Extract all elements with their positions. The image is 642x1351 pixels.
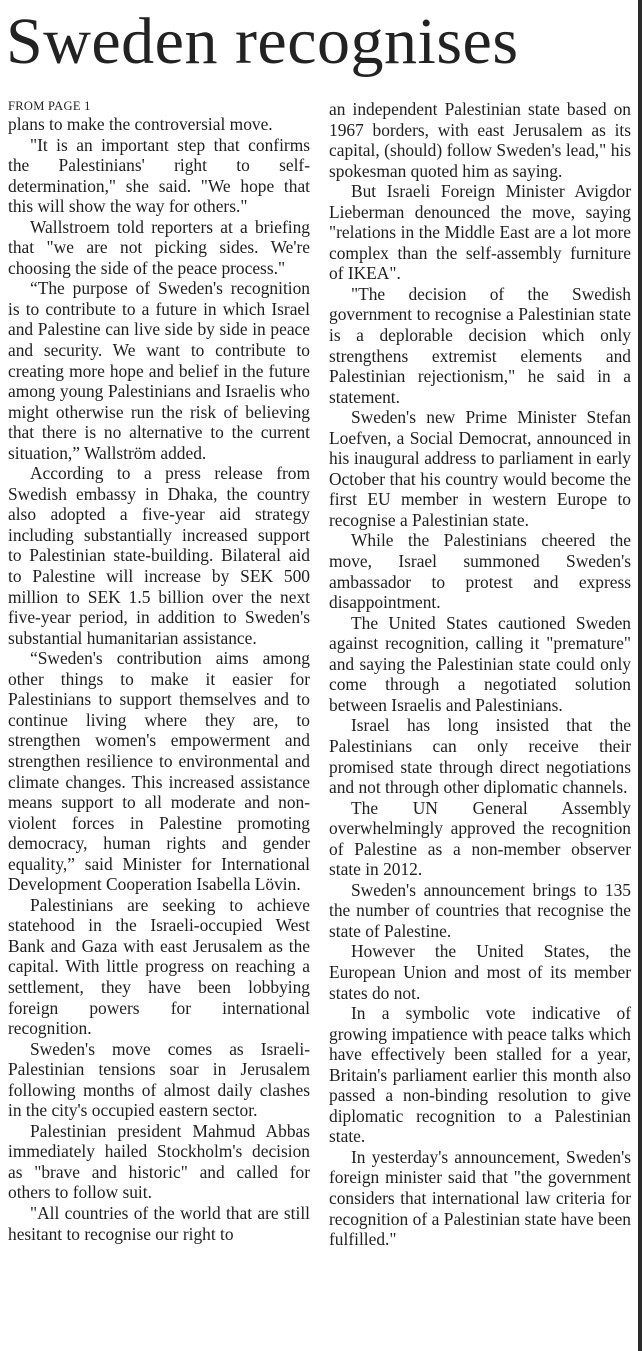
paragraph: “The purpose of Sweden's recognition is to contribute to a future in which Israel and Palestine can live side by side in peace and security. We want to contribute to creating more hope and belief in the future among young Palestinians and Israelis who might otherwise run the risk of believing that there is no alternative to the current situation,” Wallström added.	[8, 278, 310, 463]
paragraph: Wallstroem told reporters at a briefing that "we are not picking sides. We're choosing the side of the peace process."	[8, 216, 310, 278]
paragraph: Palestinians are seeking to achieve statehood in the Israeli-occupied West Bank and Gaza with east Jerusalem as the capital. With little progress on reaching a settlement, they have been lobbying foreign powers for international recognition.	[8, 894, 310, 1039]
paragraph: Palestinian president Mahmud Abbas immediately hailed Stockholm's decision as "brave and historic" and called for others to follow suit.	[8, 1120, 310, 1203]
paragraph: However the United States, the European Union and most of its member states do not.	[329, 941, 631, 1003]
page-edge	[638, 0, 642, 1351]
paragraph: But Israeli Foreign Minister Avigdor Lieberman denounced the move, saying "relations in the Middle East are a lot more complex than the self-assembly furniture of IKEA".	[329, 181, 631, 284]
paragraph: In yesterday's announcement, Sweden's foreign minister said that "the government considers that international law criteria for recognition of a Palestinian state have been fulfilled."	[329, 1146, 631, 1250]
paragraph: "It is an important step that confirms the Palestinians' right to self-determination," she said. "We hope that this will show the way for others."	[8, 134, 310, 217]
paragraph: According to a press release from Swedish embassy in Dhaka, the country also adopted a five-year aid strategy including substantially increased support to Palestinian state-building. Bilateral aid to Palestine will increase by SEK 500 million to SEK 1.5 billion over the next five-year period, in addition to Sweden's substantial humanitarian assistance.	[8, 463, 310, 648]
paragraph: In a symbolic vote indicative of growing impatience with peace talks which have effectively been stalled for a year, Britain's parliament earlier this month also passed a non-binding resolution to give diplomatic recognition to a Palestinian state.	[329, 1003, 631, 1147]
headline: Sweden recognises	[6, 5, 519, 78]
paragraph: Sweden's move comes as Israeli-Palestinian tensions soar in Jerusalem following months of almost daily clashes in the city's occupied eastern sector.	[8, 1038, 310, 1121]
paragraph: The United States cautioned Sweden against recognition, calling it "premature" and saying the Palestinian state could only come through a negotiated solution between Israelis and Palestinians.	[329, 612, 631, 715]
paragraph: While the Palestinians cheered the move, Israel summoned Sweden's ambassador to protest and express disappointment.	[329, 530, 631, 613]
kicker-from-page: FROM PAGE 1	[8, 99, 91, 113]
article-column-1	[8, 96, 310, 1244]
paragraph: “Sweden's contribution aims among other things to make it easier for Palestinians to support themselves and to continue living where they are, to strengthen women's empowerment and strengthen resilience to environmental and climate changes. This increased assistance means support to all moderate and non-violent forces in Palestine promoting democracy, human rights and gender equality,” said Minister for International Development Cooperation Isabella Lövin.	[8, 648, 310, 895]
paragraph: "All countries of the world that are still hesitant to recognise our right to	[8, 1202, 310, 1244]
paragraph: an independent Palestinian state based on 1967 borders, with east Jerusalem as its capital, (should) follow Sweden's lead," his spokesman quoted him as saying.	[329, 99, 631, 181]
paragraph: The UN General Assembly overwhelmingly approved the recognition of Palestine as a non-member observer state in 2012.	[329, 797, 631, 880]
paragraph: "The decision of the Swedish government to recognise a Palestinian state is a deplorable decision which only strengthens extremist elements and Palestinian rejectionism," he said in a statement.	[329, 283, 631, 407]
article-column-2	[329, 99, 631, 1250]
paragraph: Sweden's announcement brings to 135 the number of countries that recognise the state of Palestine.	[329, 879, 631, 941]
paragraph: Israel has long insisted that the Palestinians can only receive their promised state through direct negotiations and not through other diplomatic channels.	[329, 715, 631, 798]
paragraph: plans to make the controversial move.	[8, 114, 273, 134]
paragraph: Sweden's new Prime Minister Stefan Loefven, a Social Democrat, announced in his inaugural address to parliament in early October that his country would become the first EU member in western Europe to recognise a Palestinian state.	[329, 407, 631, 530]
